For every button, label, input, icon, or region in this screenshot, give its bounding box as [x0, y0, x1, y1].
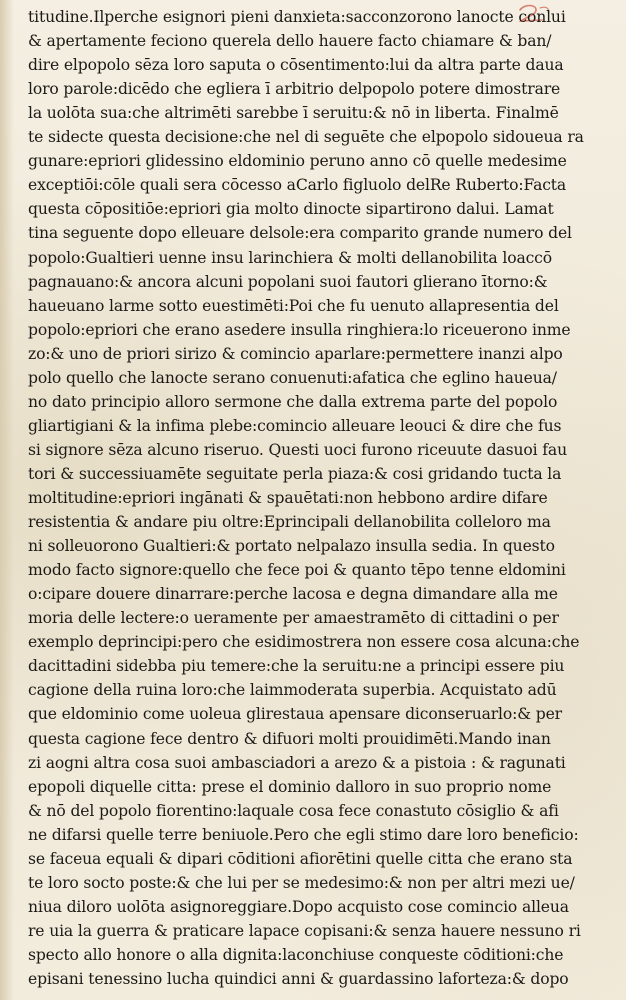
text-line: si signore sēza alcuno riseruo. Questi uoci furono riceuute dasuoi fau [28, 440, 567, 459]
text-line: tori & successiuamēte seguitate perla piaza:& cosi gridando tucta la [28, 464, 562, 483]
text-line: pagnauano:& ancora alcuni popolani suoi fautori glierano ītorno:& [28, 272, 548, 291]
text-line: gliartigiani & la infima plebe:comincio alleuare leouci & dire che fus [28, 416, 562, 435]
text-line: re uia la guerra & praticare lapace copisani:& senza hauere nessuno ri [28, 921, 581, 940]
text-line: niua diloro uolōta asignoreggiare.Dopo acquisto cose comincio alleua [28, 897, 569, 916]
text-line: no dato principio alloro sermone che dalla extrema parte del popolo [28, 392, 558, 411]
text-line: te sidecte questa decisione:che nel di seguēte che elpopolo sidoueua ra [28, 128, 584, 147]
text-line: zo:& uno de priori sirizo & comincio aparlare:permettere inanzi alpo [28, 344, 563, 363]
text-line: cagione della ruina loro:che laimmoderata superbia. Acquistato adū [28, 681, 557, 700]
text-line: & apertamente feciono querela dello hauere facto chiamare & ban/ [28, 32, 552, 51]
text-line: loro parole:dicēdo che egliera ī arbitrio delpopolo potere dimostrare [28, 80, 561, 99]
text-line: dire elpopolo sēza loro saputa o cōsentimento:lui da altra parte daua [28, 56, 564, 75]
text-line: exceptiōi:cōle quali sera cōcesso aCarlo figluolo delRe Ruberto:Facta [28, 176, 567, 195]
text-line: haueuano larme sotto euestimēti:Poi che fu uenuto allapresentia del [28, 296, 559, 315]
text-line: dacittadini sidebba piu temere:che la seruitu:ne a principi essere piu [28, 657, 565, 676]
text-line: ni solleuorono Gualtieri:& portato nelpalazo insulla sedia. In questo [28, 537, 555, 556]
text-line: & nō del popolo fiorentino:laquale cosa fece conastuto cōsiglio & afi [28, 801, 559, 820]
text-line: tina seguente dopo elleuare delsole:era comparito grande numero del [28, 224, 572, 243]
text-line: titudine.Ilperche esignori pieni danxieta:sacconzorono lanocte conlui [28, 8, 566, 26]
text-line: que eldominio come uoleua glirestaua apensare diconseruarlo:& per [28, 705, 562, 724]
text-line: moltitudine:epriori ingānati & spauētati:non hebbono ardire difare [28, 489, 548, 507]
text-line: se faceua equali & dipari cōditioni afiorētini quelle citta che erano sta [28, 849, 573, 868]
text-line: polo quello che lanocte serano conuenuti:afatica che eglino haueua/ [28, 368, 557, 387]
text-line: resistentia & andare piu oltre:Eprincipali dellanobilita colleloro ma [28, 513, 551, 532]
text-line: o:cipare douere dinarrare:perche lacosa e degna dimandare alla me [28, 585, 558, 604]
text-line: exemplo deprincipi:pero che esidimostrera non essere cosa alcuna:che [28, 633, 580, 652]
text-line: moria delle lectere:o ueramente per amaestramēto di cittadini o per [28, 609, 559, 628]
text-line: episani tenessino lucha quindici anni & guardassino laforteza:& dopo [28, 970, 569, 988]
text-line: specto allo honore o alla dignita:laconchiuse conqueste cōditioni:che [28, 945, 564, 964]
text-line: popolo:Gualtieri uenne insu larinchiera & molti dellanobilita loaccō [28, 248, 552, 267]
text-line: popolo:epriori che erano asedere insulla ringhiera:lo riceuerono inme [28, 320, 571, 339]
text-line: gunare:epriori glidessino eldominio peruno anno cō quelle medesime [28, 152, 567, 171]
text-line: questa cagione fece dentro & difuori molti prouidimēti.Mando inan [28, 729, 551, 748]
text-line: te loro socto poste:& che lui per se medesimo:& non per altri mezi ue/ [28, 873, 575, 892]
text-line: modo facto signore:quello che fece poi & quanto tēpo tenne eldomini [28, 561, 566, 580]
text-line: la uolōta sua:che altrimēti sarebbe ī seruitu:& nō in liberta. Finalmē [28, 104, 559, 123]
text-line: questa cōpositiōe:epriori gia molto dinocte sipartirono dalui. Lamat [28, 200, 554, 219]
text-line: ne difarsi quelle terre beniuole.Pero che egli stimo dare loro beneficio: [28, 825, 579, 844]
text-line: zi aogni altra cosa suoi ambasciadori a arezo & a pistoia : & ragunati [28, 753, 566, 772]
page-gutter-shadow [0, 0, 14, 1000]
text-line: epopoli diquelle citta: prese el dominio dalloro in suo proprio nome [28, 777, 552, 796]
